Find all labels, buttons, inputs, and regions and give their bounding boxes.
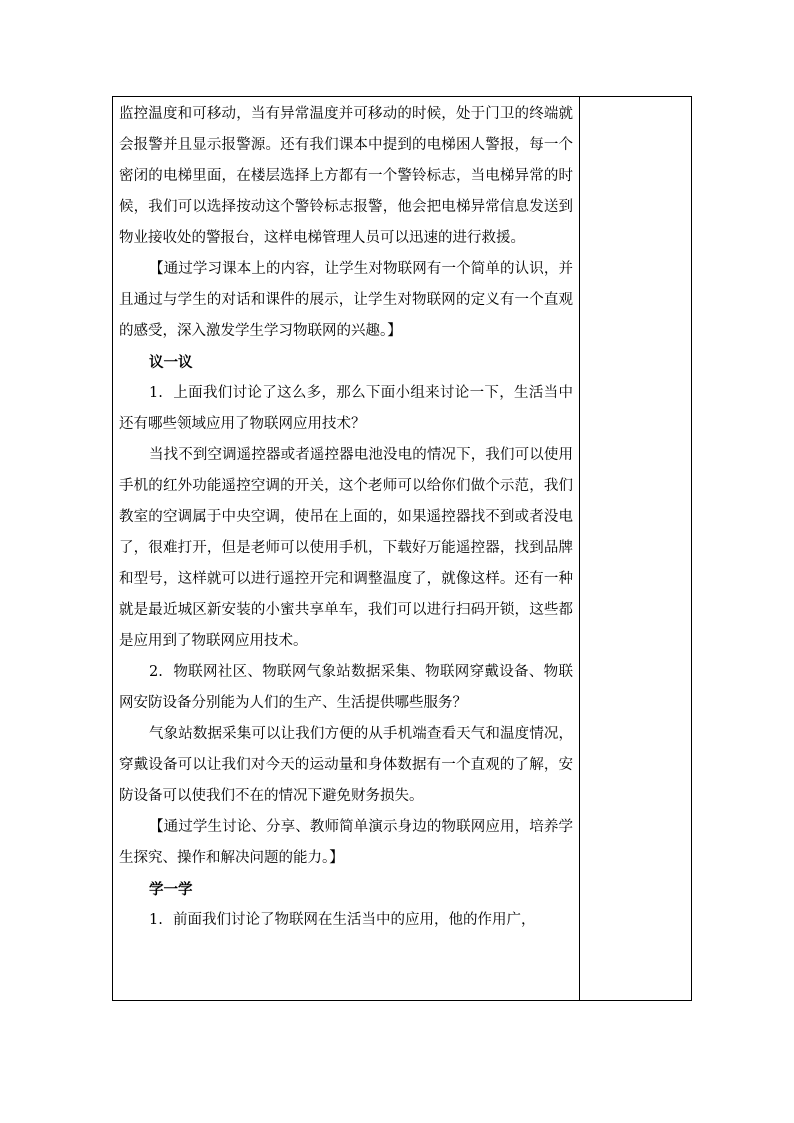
question-1: [119, 378, 573, 440]
heading-learn: 学一学: [149, 881, 193, 898]
learn-item-1-number: 1.: [149, 912, 163, 928]
paragraph-note-1: 【通过学习课本上的内容，让学生对物联网有一个简单的认识，并且通过与学生的对话和课件的展示，让学生对物联网的定义有一个直观的感受，深入激发学生学习物联网的兴趣。】: [119, 261, 573, 339]
paragraph-note-2: 【通过学生讨论、分享、教师简单演示身边的物联网应用，培养学生探究、操作和解决问题的能力。】: [119, 819, 573, 866]
question-2-text: 物联网社区、物联网气象站数据采集、物联网穿戴设备、物联网安防设备分别能为人们的生产、生活提供哪些服务？: [119, 664, 573, 711]
question-1-text: 上面我们讨论了这么多，那么下面小组来讨论一下，生活当中还有哪些领域应用了物联网应用技术？: [119, 385, 573, 432]
question-1-number: 1.: [149, 385, 163, 401]
question-2-number: 2.: [149, 664, 163, 680]
learn-item-1: [119, 905, 573, 936]
content-table: [112, 96, 692, 1001]
heading-discuss: 议一议: [149, 354, 193, 371]
answer-1: 当找不到空调遥控器或者遥控器电池没电的情况下，我们可以使用手机的红外功能遥控空调的开关，这个老师可以给你们做个示范，我们教室的空调属于中央空调，使吊在上面的，如果遥控器找不到或者没电了，很难打开，但是老师可以使用手机，下载好万能遥控器，找到品牌和型号，这样就可以进行遥控开完和调整温度了，就像这样。还有一种就是最近城区新安装的小蜜共享单车，我们可以进行扫码开锁，这些都是应用到了物联网应用技术。: [119, 447, 573, 649]
side-column: [580, 97, 691, 1000]
learn-item-1-text: 前面我们讨论了物联网在生活当中的应用，他的作用广，: [173, 912, 536, 928]
main-column: [113, 97, 580, 1000]
question-2: [119, 657, 573, 719]
answer-2: 气象站数据采集可以让我们方便的从手机端查看天气和温度情况，穿戴设备可以让我们对今天的运动量和身体数据有一个直观的了解，安防设备可以使我们不在的情况下避免财务损失。: [119, 726, 573, 804]
paragraph-alarm: 监控温度和可移动，当有异常温度并可移动的时候，处于门卫的终端就会报警并且显示报警源。还有我们课本中提到的电梯困人警报，每一个密闭的电梯里面，在楼层选择上方都有一个警铃标志，当电梯异常的时候，我们可以选择按动这个警铃标志报警，他会把电梯异常信息发送到物业接收处的警报台，这样电梯管理人员可以迅速的进行救援。: [119, 106, 573, 246]
